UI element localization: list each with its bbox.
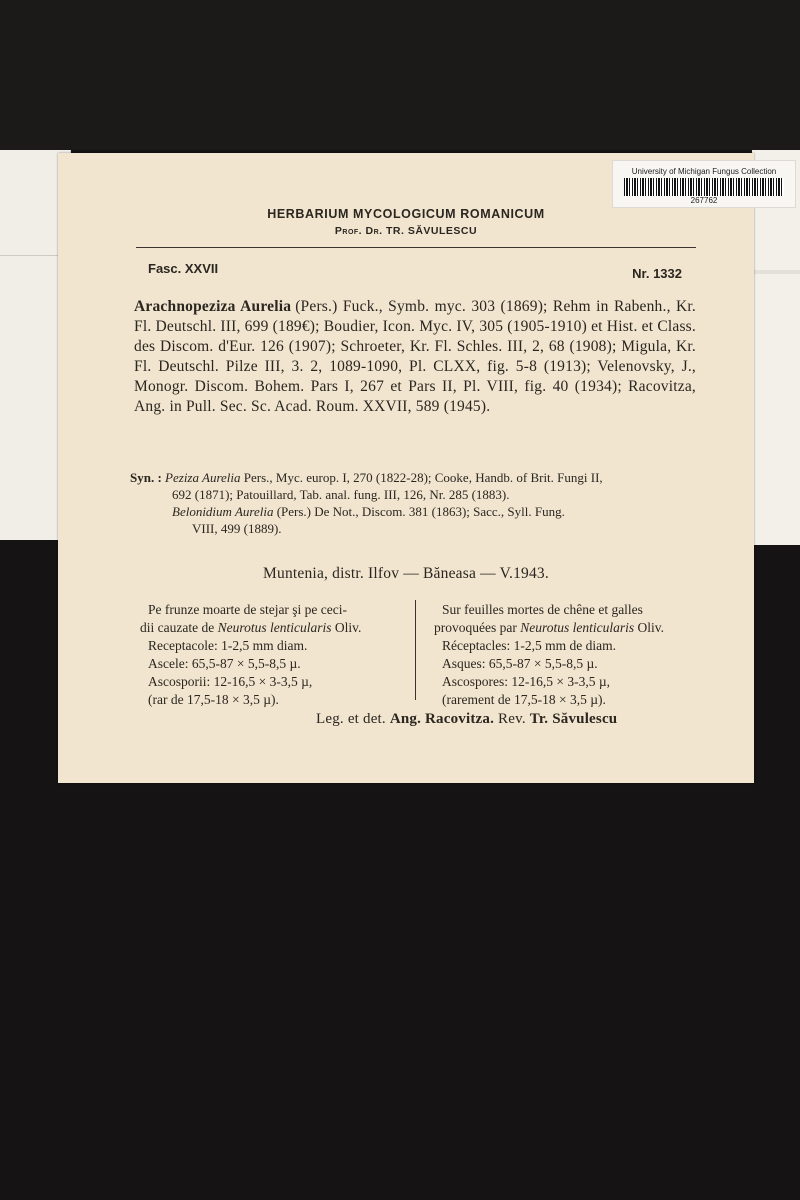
- specimen-number: Nr. 1332: [632, 266, 682, 281]
- fr-line-4: Asques: 65,5-87 × 5,5-8,5 µ.: [442, 656, 598, 671]
- barcode-icon: [624, 178, 784, 196]
- description-romanian: [140, 601, 402, 709]
- collector-line: Leg. et det. Ang. Racovitza. Rev. Tr. Săvulescu: [316, 711, 618, 727]
- column-divider: [415, 600, 416, 700]
- background-top: [0, 0, 800, 150]
- species-citation: [134, 297, 696, 417]
- host-name-ro: Neurotus lenticularis: [217, 620, 332, 635]
- citation-text: (Pers.) Fuck., Symb. myc. 303 (1869); Rehm in Rabenh., Kr. Fl. Deutschl. III, 699 (189€); Boudier, Icon. Myc. IV, 305 (1905-1910) et Hist. et Class. des Discom. d'Eur. 126 (1907); Schroeter, Kr. Fl. Schles. III, 2, 68 (1908); Migula, Kr. Fl. Deutschl. Pilze III, 3. 2, 1089-1090, Pl. CLXX, fig. 5-8 (1913); Velenovsky, J., Monogr. Discom. Bohem. Pars I, 267 et Pars II, Pl. VIII, fig. 40 (1934); Racovitza, Ang. in Pull. Sec. Sc. Acad. Roum. XXVII, 589 (1945).: [134, 298, 696, 415]
- herbarium-sheet-right: [752, 150, 800, 545]
- host-name-fr: Neurotus lenticularis: [520, 620, 635, 635]
- herbarium-title: HERBARIUM MYCOLOGICUM ROMANICUM: [267, 207, 545, 221]
- sheet-strip: [752, 270, 800, 274]
- synonym-1-text: Pers., Myc. europ. I, 270 (1822-28); Cooke, Handb. of Brit. Fungi II,: [243, 470, 603, 485]
- barcode-number: 267762: [690, 196, 718, 205]
- ro-line-4: Ascele: 65,5-87 × 5,5-8,5 µ.: [148, 656, 301, 671]
- fascicle-number: Fasc. XXVII: [148, 261, 219, 276]
- specimen-label: [58, 153, 754, 783]
- fr-line-5: Ascospores: 12-16,5 × 3-3,5 µ,: [442, 674, 610, 689]
- synonyms-block: [130, 469, 700, 537]
- ro-line-5: Ascosporii: 12-16,5 × 3-3,5 µ,: [148, 674, 313, 689]
- barcode-label: [612, 160, 796, 208]
- synonym-2-name: Belonidium Aurelia: [172, 504, 274, 519]
- synonym-2-text-cont: VIII, 499 (1889).: [192, 521, 282, 536]
- species-name: Arachnopeziza Aurelia: [134, 298, 292, 315]
- collection-name: University of Michigan Fungus Collection: [631, 167, 777, 176]
- ro-line-3: Receptacole: 1-2,5 mm diam.: [148, 638, 308, 653]
- description-french: [434, 601, 709, 709]
- header-rule: [136, 247, 696, 248]
- synonym-2-text: (Pers.) De Not., Discom. 381 (1863); Sacc., Syll. Fung.: [276, 504, 565, 519]
- herbarium-subtitle: Prof. Dr. TR. SĂVULESCU: [334, 225, 478, 237]
- ro-line-1: Pe frunze moarte de stejar şi pe ceci-: [148, 602, 348, 617]
- ro-line-6: (rar de 17,5-18 × 3,5 µ).: [148, 692, 279, 707]
- fr-line-2: provoquées par Neurotus lenticularis Oliv.: [434, 620, 664, 635]
- synonyms-label: Syn. :: [130, 470, 162, 485]
- locality-line: Muntenia, distr. Ilfov — Băneasa — V.1943.: [263, 565, 549, 582]
- synonym-1-text-cont: 692 (1871); Patouillard, Tab. anal. fung. III, 126, Nr. 285 (1883).: [172, 487, 510, 502]
- fr-line-3: Réceptacles: 1-2,5 mm de diam.: [442, 638, 616, 653]
- synonym-1-name: Peziza Aurelia: [165, 470, 241, 485]
- collector-name: Ang. Racovitza.: [389, 711, 495, 727]
- reviser-name: Tr. Săvulescu: [529, 711, 618, 727]
- synonym-2-line: [130, 503, 700, 520]
- fr-line-1: Sur feuilles mortes de chêne et galles: [442, 602, 643, 617]
- ro-line-2: dii cauzate de Neurotus lenticularis Oliv.: [140, 620, 362, 635]
- fr-line-6: (rarement de 17,5-18 × 3,5 µ).: [442, 692, 606, 707]
